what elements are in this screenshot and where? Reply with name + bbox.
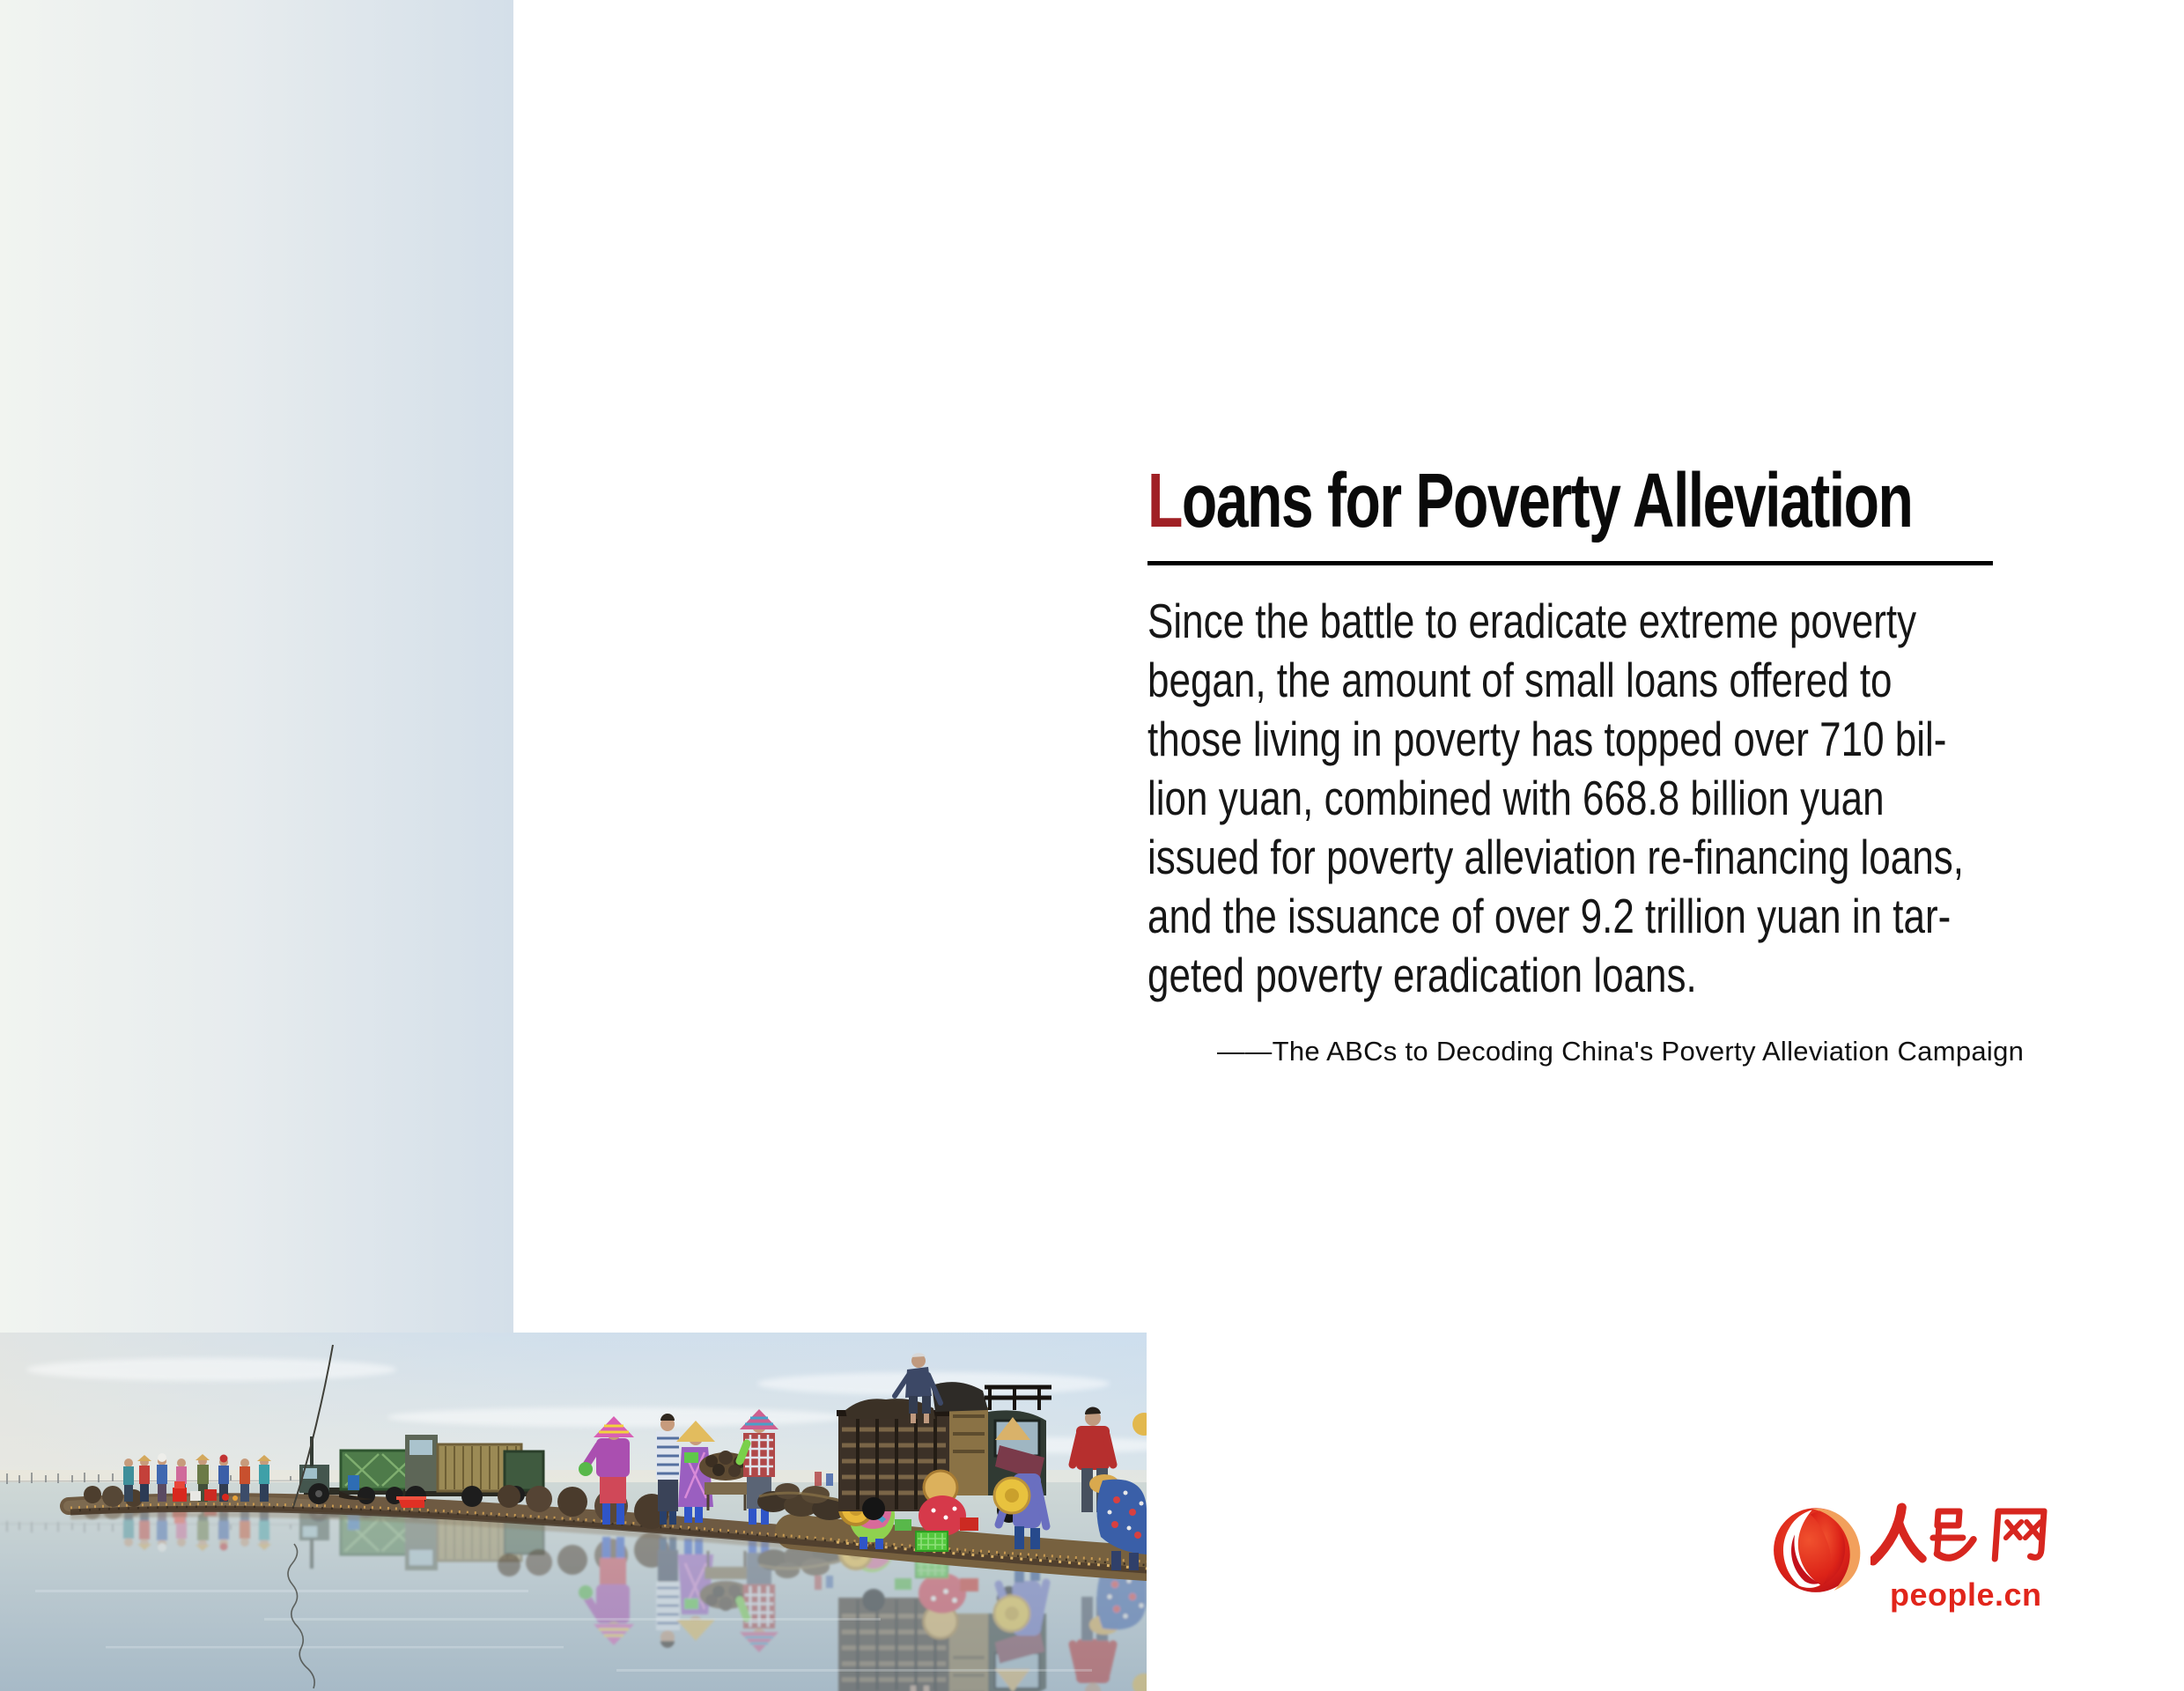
people-cn-logo: [1772, 1497, 2062, 1621]
page-title: [1147, 458, 1913, 543]
tidal-flat-photo-art: [0, 1333, 1147, 1691]
title-underline: [1147, 561, 1993, 565]
people-cn-logo-icon: [1772, 1503, 1863, 1594]
left-gradient-band: [0, 0, 513, 1333]
tidal-flat-photo: [0, 1333, 1147, 1691]
people-cn-wordmark: [1870, 1497, 2051, 1575]
paragraph-line: lion yuan, combined with 668.8 billion yuan: [1147, 771, 1885, 825]
paragraph-line: issued for poverty alleviation re-financing loans,: [1147, 830, 1964, 884]
paragraph-line: Since the battle to eradicate extreme poverty: [1147, 594, 1917, 648]
quote-attribution: ——The ABCs to Decoding China's Poverty Alleviation Campaign: [1217, 1036, 2025, 1067]
paragraph-line: geted poverty eradication loans.: [1147, 948, 1697, 1002]
people-cn-domain: people.cn: [1890, 1577, 2042, 1613]
paragraph-line: began, the amount of small loans offered to: [1147, 653, 1893, 707]
paragraph-line: and the issuance of over 9.2 trillion yuan in tar-: [1147, 889, 1952, 943]
title-rest: oans for Poverty Alleviation: [1181, 458, 1913, 543]
paragraph-line: those living in poverty has topped over 710 bil-: [1147, 712, 1947, 766]
body-paragraph: [1147, 592, 1964, 1005]
title-lead-letter: L: [1147, 458, 1182, 543]
